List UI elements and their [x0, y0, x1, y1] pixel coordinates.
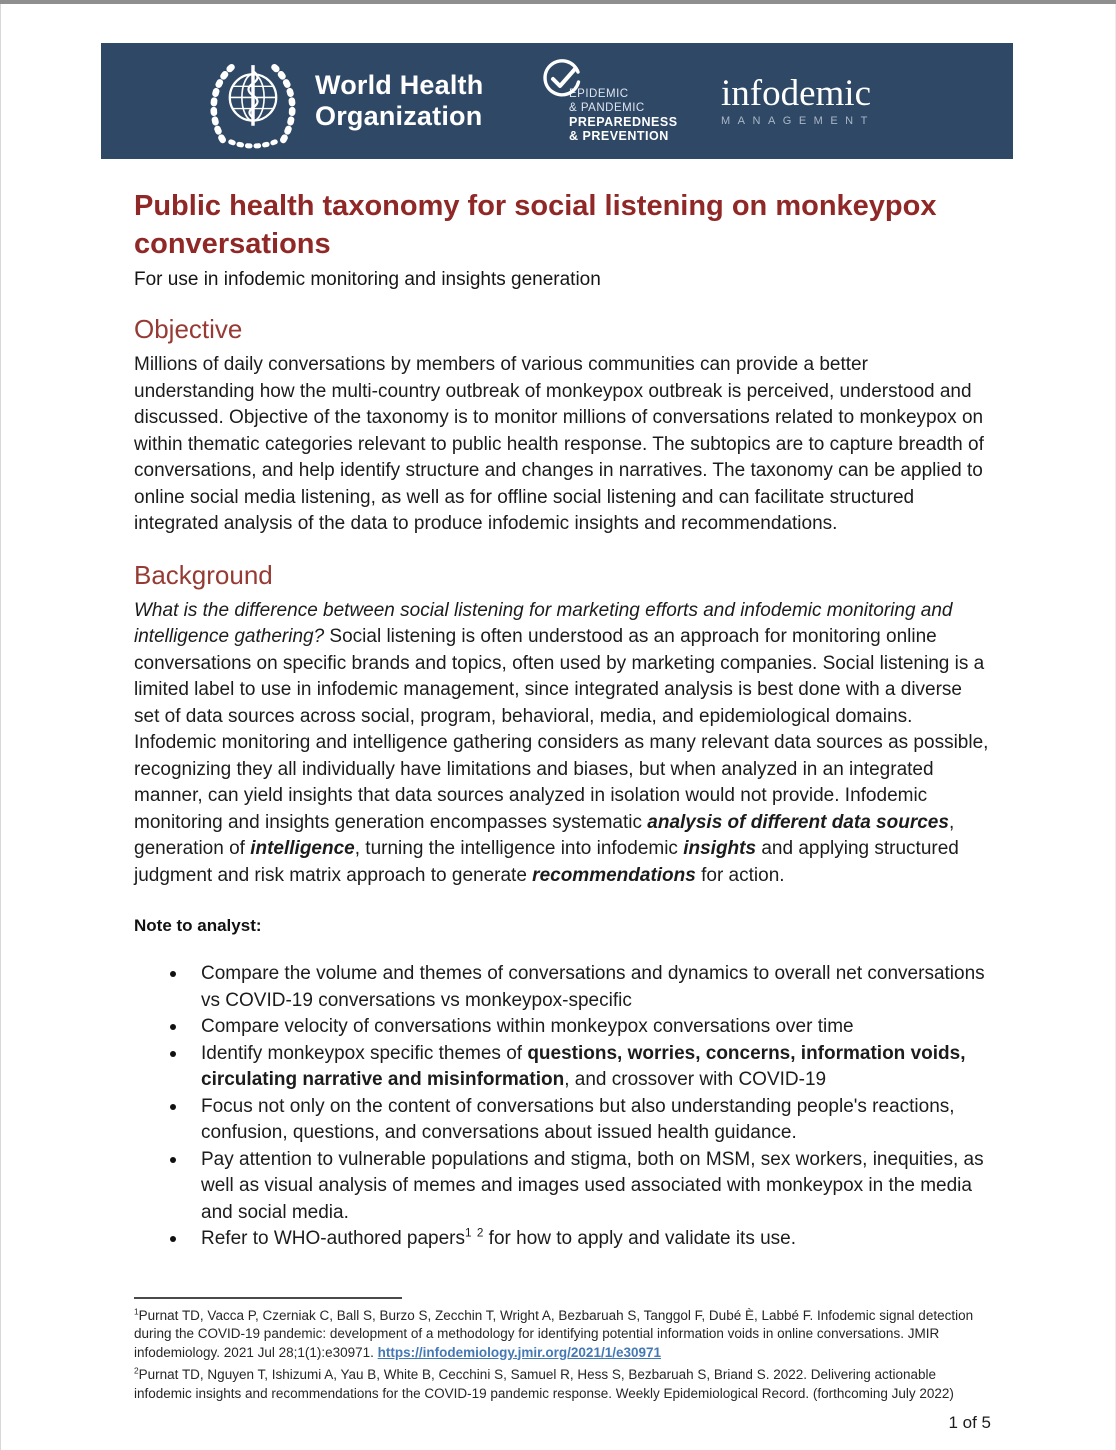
footnote: $^1$Purnat TD, Vacca P, Czerniak C, Ball S, Burzo S, Zecchin T, Wright A, Bezbaruah S, Tanggol F, Dubé È, Labbé F. Infodemic signal detection during the COVID-19 pandemic: development of a methodology for identifying potential information voids in online conversations. JMIR infodemiology. 2021 Jul 28;1(1):e30971. https://infodemiology.jmir.org/2021/1/e30971 [134, 1306, 974, 1360]
footnote: $^2$Purnat TD, Nguyen T, Ishizumi A, Yau B, White B, Cecchini S, Samuel R, Hess S, Bezbaruah S, Briand S. 2022. Delivering actionable infodemic insights and recommendations for the COVID-19 pandemic response. Weekly Epidemiological Record. (forthcoming July 2022) [134, 1365, 954, 1401]
list-item: Compare velocity of conversations within monkeypox conversations over time [134, 1014, 991, 1041]
objective-paragraph: Millions of daily conversations by members of various communities can provide a better understanding how the multi-country outbreak of monkeypox outbreak is perceived, understood and discussed. Objective of the taxonomy is to monitor millions of conversations related to monkeypox on within thematic categories relevant to public health response. The subtopics are to capture breadth of conversations, and help identify structure and changes in narratives. The taxonomy can be applied to online social media listening, as well as for offline social listening and can facilitate structured integrated analysis of the data to produce infodemic insights and recommendations. [134, 354, 984, 534]
list-item: Pay attention to vulnerable populations and stigma, both on MSM, sex workers, inequities, as well as visual analysis of memes and images used associated with monkeypox in the media and social media. [134, 1147, 991, 1227]
page-subtitle: For use in infodemic monitoring and insights generation [134, 269, 601, 290]
epp-wordmark: EPIDEMIC & PANDEMIC PREPAREDNESS & PREVENTION [569, 88, 678, 143]
background-heading: Background [134, 559, 273, 590]
header-banner [101, 43, 1013, 159]
who-emblem-icon [201, 53, 305, 149]
document-page [0, 4, 1116, 1450]
document-content [134, 159, 991, 1433]
footnotes [134, 1307, 991, 1404]
list-item: Focus not only on the content of conversations but also understanding people's reactions, confusion, questions, and conversations about issued health guidance. [134, 1094, 991, 1147]
note-to-analyst-heading: Note to analyst: [134, 916, 262, 935]
who-logo-group [201, 53, 483, 149]
list-item: Refer to WHO-authored papers$^1$ $^2$ for how to apply and validate its use. [134, 1226, 991, 1253]
footnote-link[interactable]: https://infodemiology.jmir.org/2021/1/e30971 [377, 1344, 662, 1360]
infodemic-logo-group [721, 75, 921, 127]
list-item: Identify monkeypox specific themes of questions, worries, concerns, information voids, circulating narrative and misinformation, and crossover with COVID-19 [134, 1041, 991, 1094]
who-wordmark: World Health Organization [315, 70, 484, 131]
objective-heading: Objective [134, 314, 243, 344]
footnote-divider [134, 1297, 402, 1299]
page-title: Public health taxonomy for social listening on monkeypox conversations [134, 190, 937, 260]
note-bullet-list [134, 961, 991, 1253]
infodemic-wordmark: infodemic [721, 73, 872, 114]
background-paragraph: What is the difference between social listening for marketing efforts and infodemic monitoring and intelligence gathering? Social listening is often understood as an approach for monitoring online conversations on specific brands and topics, often used by marketing companies. Social listening is a limited label to use in infodemic management, since integrated analysis is best done with a diverse set of data sources across social, program, behavioral, media, and epidemiological domains. Infodemic monitoring and intelligence gathering considers as many relevant data sources as possible, recognizing they all individually have limitations and biases, but when analyzed in an integrated manner, can yield insights that data sources analyzed in isolation would not provide. Infodemic monitoring and insights generation encompasses systematic analysis of different data sources, generation of intelligence, turning the intelligence into infodemic insights and applying structured judgment and risk matrix approach to generate recommendations for action. [134, 599, 989, 886]
infodemic-management-label: MANAGEMENT [721, 115, 875, 127]
epp-logo-group [539, 55, 699, 143]
check-circle-icon [539, 57, 585, 103]
page-number: 1 of 5 [948, 1413, 991, 1432]
list-item: Compare the volume and themes of conversations and dynamics to overall net conversations vs COVID-19 conversations vs monkeypox-specific [134, 961, 991, 1014]
